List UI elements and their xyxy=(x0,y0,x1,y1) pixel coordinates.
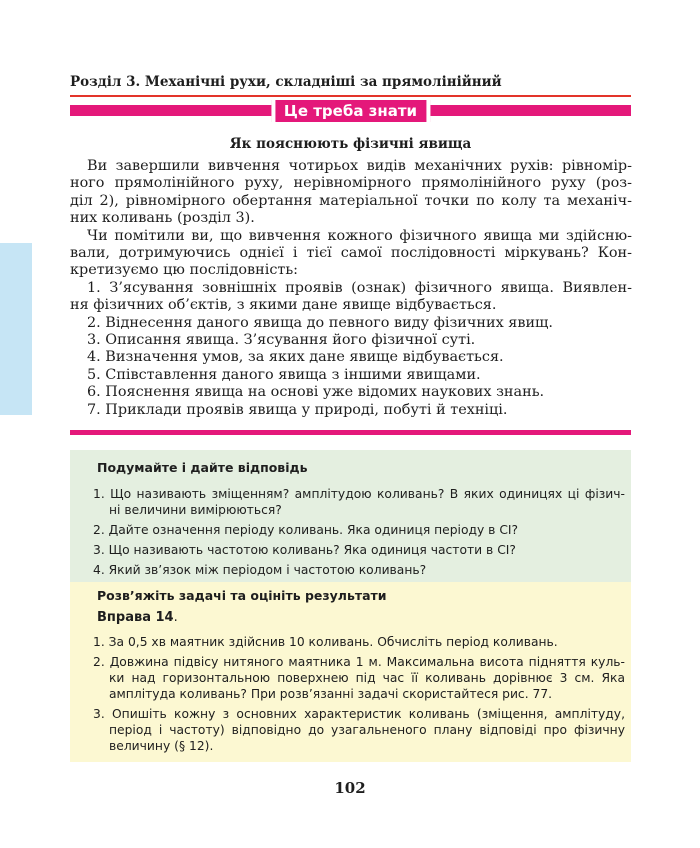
think-box-title: Подумайте і дайте відповідь xyxy=(97,460,308,475)
body-line: діл 2), рівномірного обертання матеріальної точки по колу та механіч- xyxy=(70,192,632,209)
banner xyxy=(70,100,631,122)
task-continuation: ки над горизонтальною поверхнею під час її коливань дорівнює 3 см. Яка xyxy=(109,671,625,685)
list-item-continuation: ня фізичних об’єктів, з якими дане явище відбувається. xyxy=(70,297,497,314)
question-item: 1. Що називають зміщенням? амплітудою коливань? В яких одиницях ці фізич- xyxy=(93,487,625,501)
list-item: 6. Пояснення явища на основі уже відомих наукових знань. xyxy=(87,384,545,401)
side-tab-marker xyxy=(0,243,32,415)
section-title: Як пояснюють фізичні явища xyxy=(229,136,472,152)
task-continuation: амплітуда коливань? При розв’язанні задачі скористайтеся рис. 77. xyxy=(109,687,553,701)
task-continuation: величину (§ 12). xyxy=(109,739,214,753)
body-line: вали, дотримуючись однієї і тієї самої послідовності міркувань? Кон- xyxy=(70,245,632,262)
think-questions xyxy=(93,486,625,578)
exercise-label-dot: . xyxy=(173,610,178,625)
running-head: Розділ 3. Механічні рухи, складніші за прямолінійний xyxy=(70,74,502,90)
task-item: 2. Довжина підвісу нитяного маятника 1 м. Максимальна висота підняття куль- xyxy=(93,655,625,669)
list-item: 2. Віднесення даного явища до певного виду фізичних явищ. xyxy=(87,314,553,331)
list-item: 3. Описання явища. З’ясування його фізичної суті. xyxy=(87,332,476,349)
list-item: 1. З’ясування зовнішніх проявів (ознак) фізичного явища. Виявлен- xyxy=(87,279,632,296)
section-bottom-rule xyxy=(70,430,631,435)
task-continuation: період і частоту) відповідно до узагальненого плану відповіді про фізичну xyxy=(109,723,625,737)
question-continuation: ні величини вимірюються? xyxy=(109,503,282,517)
banner-label: Це треба знати xyxy=(271,100,430,122)
body-line: ного прямолінійного руху, нерівномірного прямолінійного руху (роз- xyxy=(70,175,632,192)
question-item: 3. Що називають частотою коливань? Яка одиниця частоти в СІ? xyxy=(93,543,516,557)
question-item: 2. Дайте означення періоду коливань. Яка одиниця періоду в СІ? xyxy=(93,523,519,537)
body-line: Чи помітили ви, що вивчення кожного фізичного явища ми здійсню- xyxy=(87,227,632,244)
question-item: 4. Який зв’язок між періодом і частотою коливань? xyxy=(93,563,427,577)
body-line: кретизуємо цю послідовність: xyxy=(70,262,299,279)
task-list xyxy=(93,634,625,754)
body-line: них коливань (розділ 3). xyxy=(70,210,255,227)
list-item: 5. Співставлення даного явища з іншими явищами. xyxy=(87,366,481,383)
task-item: 3. Опишіть кожну з основних характеристик коливань (зміщення, амплітуду, xyxy=(93,707,625,721)
body-line: Ви завершили вивчення чотирьох видів механічних рухів: рівномір- xyxy=(87,158,632,174)
body-text xyxy=(70,158,632,419)
page-number: 102 xyxy=(334,779,366,797)
list-item: 4. Визначення умов, за яких дане явище відбувається. xyxy=(87,349,504,366)
header-rule xyxy=(70,95,631,97)
tasks-box-title: Розв’яжіть задачі та оцініть результати xyxy=(97,588,387,603)
list-item: 7. Приклади проявів явища у природі, побуті й техніці. xyxy=(87,401,508,418)
exercise-label-text: Вправа 14 xyxy=(97,610,174,625)
exercise-label xyxy=(97,609,178,627)
task-item: 1. За 0,5 хв маятник здійснив 10 коливань. Обчисліть період коливань. xyxy=(93,635,558,649)
